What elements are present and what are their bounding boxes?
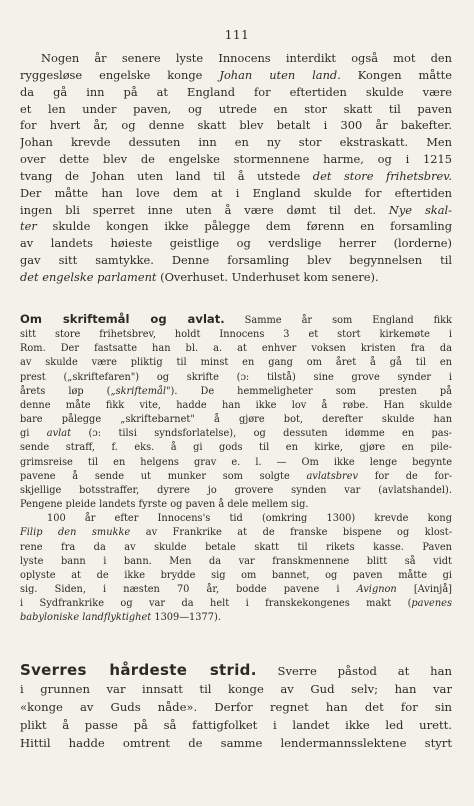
paragraph-johan	[20, 50, 452, 286]
text-line: Filip den smukke av Frankrike at de franske bispene og klost-	[20, 527, 452, 539]
text-line: sitt store frihetsbrev, holdt Innocens 3 et stort kirkemøte i	[20, 329, 452, 341]
text-line: ter skulde kongen ikke pålegge dem førenn en forsamling	[20, 219, 452, 234]
text-line: tvang de Johan uten land til å utstede det store frihetsbrev.	[20, 168, 452, 183]
text-line: pavene å sende ut munker som solgte avlatsbrev for de for-	[20, 470, 452, 482]
text-line: «konge av Guds nåde». Derfor regnet han det for sin	[20, 700, 452, 714]
text-line: av skulde være pliktig til minst en gang om året å gå til en	[20, 357, 452, 369]
text-line: for hvert år, og denne skatt blev betalt i 300 år bakefter.	[20, 118, 452, 133]
section-heading: Sverres hårdeste strid.	[20, 661, 257, 679]
text-line: over dette blev de engelske stormennene harme, og i 1215	[20, 152, 452, 167]
text-line: årets løp („skriftemål"). De hemmeligheter som presten på	[20, 385, 452, 397]
section-heading: Om skriftemål og avlat.	[20, 312, 225, 326]
text-line: sig. Siden, i næsten 70 år, bodde pavene i Avignon [Avinjå]	[20, 583, 452, 595]
text-line: da gå inn på at England for eftertiden skulde være	[20, 84, 452, 99]
text-line: ryggesløse engelske konge Johan uten land. Kongen måtte	[20, 67, 452, 82]
text-line: rene fra da av skulde betale skatt til rikets kasse. Paven	[20, 541, 452, 553]
text-line: babyloniske landflyktighet 1309—1377).	[20, 612, 221, 624]
text-line: Sverres hårdeste strid. Sverre påstod at han	[20, 661, 452, 679]
text-line: bare pålegge „skriftebarnet" å gjøre bot, derefter skulde han	[20, 414, 452, 426]
text-line: sende straff, f. eks. å gi gods til en kirke, gjøre en pile-	[20, 442, 452, 454]
text-line: Johan krevde dessuten inn en ny stor ekstraskatt. Men	[20, 135, 452, 150]
text-line: Der måtte han love dem at i England skulde for eftertiden	[20, 185, 452, 200]
text-line: grimsreise til en helgens grav e. l. — Om ikke lenge begynte	[20, 456, 452, 468]
text-line: av landets høieste geistlige og verdslige herrer (lorderne)	[20, 236, 452, 251]
text-line: Hittil hadde omtrent de samme lendermannsslektene styrt	[20, 736, 452, 750]
text-line: prest („skriftefaren") og skrifte (ɔ: tilstå) sine grove synder i	[20, 371, 452, 383]
paragraph-skriftemal	[20, 312, 452, 625]
text-line: Nogen år senere lyste Innocens interdikt også mot den	[41, 51, 452, 65]
text-line: oplyste at de ikke brydde sig om bannet, og paven måtte gi	[20, 569, 452, 581]
text-line: gi avlat (ɔ: tilsi syndsforlatelse), og dessuten idømme en pas-	[20, 428, 452, 440]
text-line: i grunnen var innsatt til konge av Gud selv; han var	[20, 682, 452, 696]
text-line: gav sitt samtykke. Denne forsamling blev begynnelsen til	[20, 253, 452, 268]
page-number: 111	[224, 28, 250, 42]
text-line: Om skriftemål og avlat. Samme år som England fikk	[20, 312, 452, 326]
text-line: ingen bli sperret inne uten å være dømt til det. Nye skal-	[20, 202, 452, 217]
text-line: i Sydfrankrike og var da helt i franskekongenes makt (pavenes	[20, 598, 452, 610]
text-line: det engelske parlament (Overhuset. Underhuset kom senere).	[20, 269, 379, 284]
text-line: denne måte fikk vite, hadde han ikke lov å røbe. Han skulde	[20, 399, 452, 411]
text-line: et len under paven, og utrede en stor skatt til paven	[20, 101, 452, 116]
text-line: 100 år efter Innocens's tid (omkring 1300) krevde kong	[47, 513, 452, 525]
text-line: Pengene pleide landets fyrste og paven å dele mellem sig.	[20, 499, 309, 511]
text-line: lyste bann i bann. Men da var franskmennene blitt så vidt	[20, 555, 452, 567]
paragraph-sverre	[20, 661, 452, 752]
text-line: plikt å passe på så fattigfolket i landet ikke led urett.	[20, 718, 452, 732]
text-line: skjellige botsstraffer, dyrere jo grovere synden var (avlatshandel).	[20, 484, 452, 496]
text-line: Rom. Der fastsatte han bl. a. at enhver voksen kristen fra da	[20, 343, 452, 355]
